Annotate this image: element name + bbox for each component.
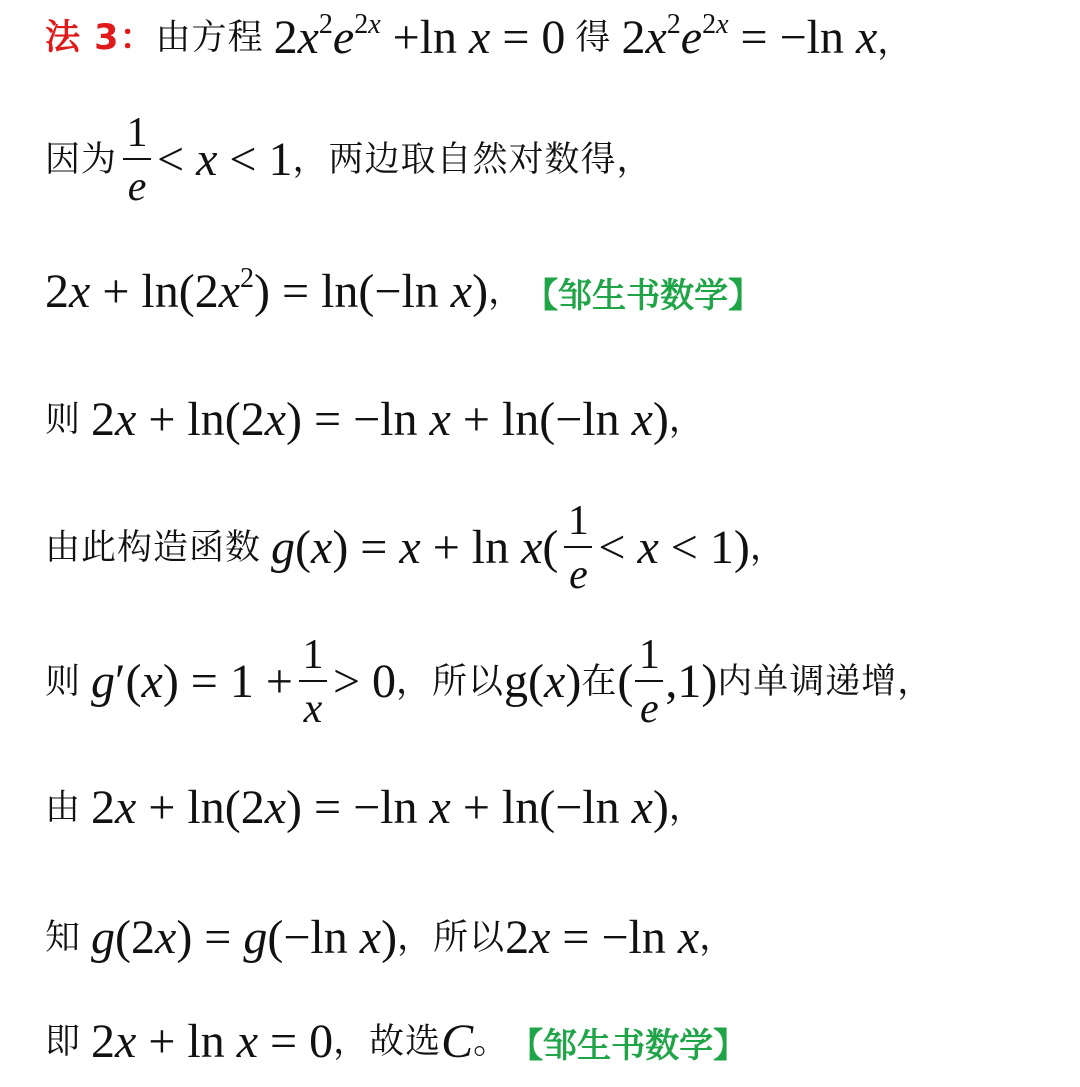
line-2 [45,104,1062,216]
method-label: 法 3： [45,17,156,58]
line-8 [45,908,1062,968]
line-6-math-d: ( [617,655,634,708]
line-2-text-a: 因为 [45,139,118,180]
line-6 [45,626,1062,738]
line-5 [45,492,1062,604]
fraction-one-over-e: $\frac{1}{e}$ [123,112,151,208]
line-4-text-a: 则 [45,399,82,440]
line-7-text-b: ， [668,787,705,828]
fraction-one-over-e: $\frac{1}{e}$ [564,500,592,596]
line-5-math-b: < x < 1) [598,521,750,574]
line-6-text-c: 在 [581,661,618,702]
line-8-text-c: ， [699,917,736,958]
line-7-math: 2x + ln(2x) = −ln x + ln(−ln x) [91,781,669,834]
line-6-math-a: g′(x) = 1 + [91,655,293,708]
line-1-text-b: 得 [575,17,612,58]
line-2-math: < x < 1 [157,133,293,186]
line-8-text-a: 知 [45,917,82,958]
line-9-text-a: 即 [45,1021,82,1062]
line-6-text-a: 则 [45,661,82,702]
line-4-text-b: ， [668,399,705,440]
line-1-math-b: $2x^2e^{2x} = -\ln$ x， [621,9,914,64]
fraction-one-over-e: $\frac{1}{e}$ [635,634,663,730]
line-2-text-b: ，两边取自然对数得， [292,139,653,180]
line-8-text-b: ，所以 [397,917,506,958]
line-6-text-d: 内单调递增， [717,661,934,702]
line-6-math-e: ,1) [665,655,718,708]
line-5-text-b: ， [749,527,786,568]
line-3-math: $2x + \ln(2x^2) = \ln(-\ln$ x) [45,263,489,318]
line-6-math-b: > 0 [332,655,397,708]
line-9-math-b: C [441,1015,474,1068]
line-5-text-a: 由此构造函数 [45,527,262,568]
line-6-math-c: g(x) [504,655,582,708]
line-9 [45,1012,1062,1072]
line-9-text-b: ，故选 [333,1021,442,1062]
line-4 [45,390,1062,450]
line-8-math-a: g(2x) = g(−ln x) [91,911,398,964]
line-7-text-a: 由 [45,787,82,828]
watermark-brand: 【邹生书数学】 [524,275,763,316]
line-5-math-a: g(x) = x + ln x( [271,521,559,574]
line-3-text: ， [488,271,525,312]
watermark-brand: 【邹生书数学】 [509,1025,748,1066]
line-9-math-a: 2x + ln x = 0 [91,1015,334,1068]
line-1 [45,8,1062,68]
line-1-text-a: 由方程 [155,17,264,58]
fraction-one-over-x: $\frac{1}{x}$ [299,634,327,730]
line-1-math-a: $2x^2e^{2x} +\ln$ x = 0 [273,9,566,64]
line-4-math: 2x + ln(2x) = −ln x + ln(−ln x) [91,393,669,446]
line-9-text-c: 。 [473,1021,510,1062]
line-8-math-b: 2x = −ln x [505,911,700,964]
line-3 [45,262,1062,322]
line-7 [45,778,1062,838]
line-6-text-b: ，所以 [396,661,505,702]
